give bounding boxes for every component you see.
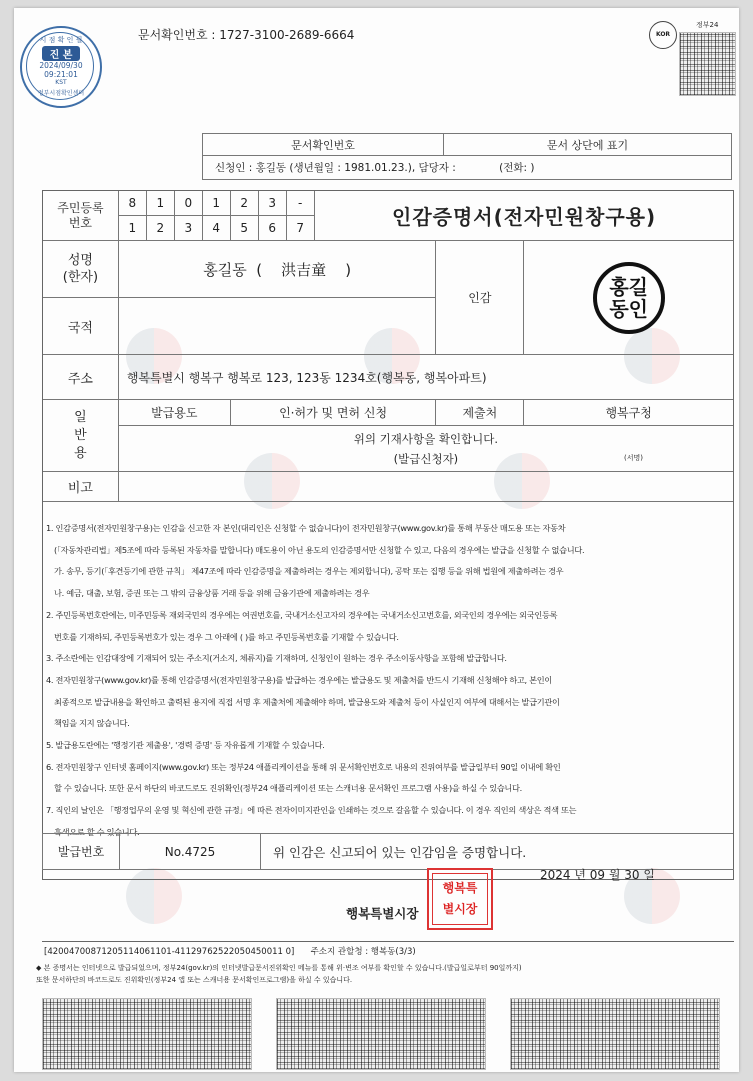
note-line: 5. 발급용도란에는 '행정기관 제출용', '경력 증명' 등 자유롭게 기재할 수 있습니다.	[46, 740, 325, 751]
footer-notice-1: ◆ 본 증명서는 인터넷으로 발급되었으며, 정부24(gov.kr)의 인터넷발급문서진위확인 메뉴를 통해 위·변조 여부를 확인할 수 있습니다.(발급일로부터 90일까지)	[36, 964, 522, 972]
main-form-table	[42, 190, 734, 502]
rrn-digit: 3	[258, 191, 286, 216]
name-label: 성명 (한자)	[43, 241, 119, 298]
applicant-phone: (전화: )	[499, 162, 535, 174]
rrn-digit: -	[286, 191, 314, 216]
note-line: 4. 전자민원창구(www.gov.kr)를 통해 인감증명서(전자민원창구용)를 발급하는 경우에는 발급용도 및 제출처를 반드시 기재해 신청해야 하고, 본인이	[46, 674, 552, 685]
seal-label: 인감	[436, 241, 524, 355]
seal-top-text: 시 점 확 인 필	[39, 36, 83, 44]
note-line: 최종적으로 발급내용을 확인하고 출력된 용지에 직접 서명 후 제출처에 제출해야 하며, 발급용도와 제출처 등이 사실인지 여부에 대해서는 발급기관이	[54, 696, 560, 707]
seal-timezone: KST	[55, 79, 67, 86]
rrn-digit: 0	[174, 191, 202, 216]
rrn-digit: 2	[146, 216, 174, 241]
rrn-digit: 1	[146, 191, 174, 216]
applicant-line	[203, 156, 732, 180]
note-line: 나. 예금, 대출, 보험, 증권 또는 그 밖의 금융상품 거래 등을 위해 금융기관에 제출하려는 경우	[54, 588, 370, 599]
rrn-digit: 7	[286, 216, 314, 241]
note-line: 7. 직인의 날인은 「행정업무의 운영 및 혁신에 관한 규정」에 따른 전자이미지관인을 인쇄하는 것으로 갈음할 수 있습니다. 이 경우 직인의 색상은 적색 또는	[46, 805, 577, 816]
seal-time: 09:21:01	[44, 70, 78, 79]
request-box	[202, 133, 732, 180]
rrn-digit: 1	[202, 191, 230, 216]
resident-number-label: 주민등록 번호	[43, 191, 119, 241]
request-col-top-mark: 문서 상단에 표기	[444, 134, 732, 156]
submit-to-value: 행복구청	[524, 400, 734, 426]
address-label: 주소	[43, 355, 119, 400]
confirm-cell	[118, 426, 733, 472]
note-line: 책임을 지지 않습니다.	[54, 718, 130, 729]
registered-seal	[593, 262, 665, 334]
verification-barcode-3	[510, 998, 720, 1070]
registered-seal-cell	[524, 241, 734, 355]
issue-row	[42, 833, 734, 870]
note-line: 번호를 기재하되, 주민등록번호가 있는 경우 그 아래에 ( )를 하고 주민등록번호를 기재할 수 있습니다.	[54, 631, 399, 642]
gov24-logo-icon: KOR	[649, 21, 677, 49]
verification-barcode-1	[42, 998, 252, 1070]
note-line: 2. 주민등록번호란에는, 미주민등록 재외국민의 경우에는 여권번호를, 국내거소신고자의 경우에는 국내거소신고번호를, 외국인의 경우에는 외국인등록	[46, 609, 558, 620]
rrn-digit: 1	[118, 216, 146, 241]
rrn-digit: 5	[230, 216, 258, 241]
registered-seal-text: 홍길동인	[609, 274, 648, 321]
address-value: 행복특별시 행복구 행복로 123, 123동 1234호(행복동, 행복아파트)	[118, 355, 733, 400]
rrn-digit: 4	[202, 216, 230, 241]
submit-to-label: 제출처	[436, 400, 524, 426]
signature-mark: (서명)	[624, 454, 643, 462]
seal-bottom-text: 정부시점확인센터	[37, 90, 85, 97]
applicant-info: 신청인 : 홍길동 (생년월일 : 1981.01.23.), 담당자 :	[215, 162, 456, 174]
request-col-doc-number: 문서확인번호	[203, 134, 444, 156]
applicant-sign-label: (발급신청자)	[393, 451, 459, 466]
rrn-digit: 2	[230, 191, 258, 216]
footer-notice-2: 또한 문서하단의 바코드로도 진위확인(정부24 앱 또는 스캐너용 문서확인프로그램)을 하실 수 있습니다.	[36, 976, 353, 984]
purpose-value: 인·허가 및 면허 신청	[230, 400, 436, 426]
confirm-text: 위의 기재사항을 확인합니다.	[353, 431, 499, 446]
mayor-name: 행복특별시장	[346, 906, 419, 921]
authenticity-seal	[20, 26, 102, 108]
rrn-digit: 6	[258, 216, 286, 241]
nationality-label: 국적	[43, 298, 119, 355]
watermark-emblem	[126, 868, 182, 924]
issue-date: 2024 년 09 월 30 일	[540, 868, 655, 882]
seal-date: 2024/09/30	[39, 61, 83, 70]
gov24-mark: 정부24	[696, 21, 719, 29]
note-line: 흑색으로 할 수 있습니다.	[54, 826, 140, 837]
rrn-digit: 8	[118, 191, 146, 216]
seal-center-text: 진 본	[42, 46, 80, 61]
form-bottom-line	[42, 941, 734, 942]
certify-text: 위 인감은 신고되어 있는 인감임을 증명합니다.	[261, 834, 734, 870]
issue-number-label: 발급번호	[43, 834, 120, 870]
purpose-label: 발급용도	[118, 400, 230, 426]
notes-section	[46, 518, 721, 844]
note-line: 할 수 있습니다. 또한 문서 하단의 바코드로도 진위확인(정부24 애플리케이션 또는 스캐너용 문서확인 프로그램 사용)을 하실 수 있습니다.	[54, 783, 522, 794]
name-value: 홍길동 ( 洪吉童 )	[118, 241, 436, 298]
verification-barcode-2	[276, 998, 486, 1070]
note-line: (「자동차관리법」제5조에 따라 등록된 자동차를 말합니다) 매도용이 아닌 용도의 인감증명서만 신청할 수 있고, 다음의 경우에는 발급을 신청할 수 없습니다.	[54, 544, 585, 555]
rrn-digit: 3	[174, 216, 202, 241]
official-seal	[427, 868, 493, 930]
general-use-label: 일 반 용	[43, 400, 119, 472]
note-line: 6. 전자민원창구 인터넷 홈페이지(www.gov.kr) 또는 정부24 애플리케이션을 통해 위 문서확인번호로 내용의 진위여부를 발급일부터 90일 이내에 확인	[46, 761, 561, 772]
certificate-page	[14, 8, 739, 1072]
note-line: 1. 인감증명서(전자민원창구용)는 인감을 신고한 자 본인(대리인은 신청할 수 없습니다)이 전자민원창구(www.gov.kr)를 통해 부동산 매도용 또는 자동차	[46, 523, 566, 533]
note-line: 3. 주소란에는 인감대장에 기재되어 있는 주소지(거소지, 체류지)를 기재하며, 신청인이 원하는 경우 주소이동사항을 포함해 발급합니다.	[46, 653, 507, 664]
remarks-label: 비고	[43, 472, 119, 502]
qr-code	[679, 32, 736, 96]
note-line: 가. 송무, 등기(「후견등기에 관한 규칙」 제47조에 따라 인감증명을 제출하려는 경우는 제외합니다), 공탁 또는 집행 등을 위해 법원에 제출하려는 경우	[54, 566, 564, 577]
footer-code-line: [42004700871205114061101-41129762522050450011 0] 주소지 관할청 : 행복동(3/3)	[44, 947, 416, 957]
nationality-value	[118, 298, 436, 355]
official-seal-text: 행복특별시장	[442, 881, 478, 916]
doc-check-number: 문서확인번호 : 1727-3100-2689-6664	[138, 28, 355, 42]
remarks-value	[118, 472, 733, 502]
issue-number-value: No.4725	[120, 834, 261, 870]
document-title: 인감증명서(전자민원창구용)	[314, 191, 733, 241]
